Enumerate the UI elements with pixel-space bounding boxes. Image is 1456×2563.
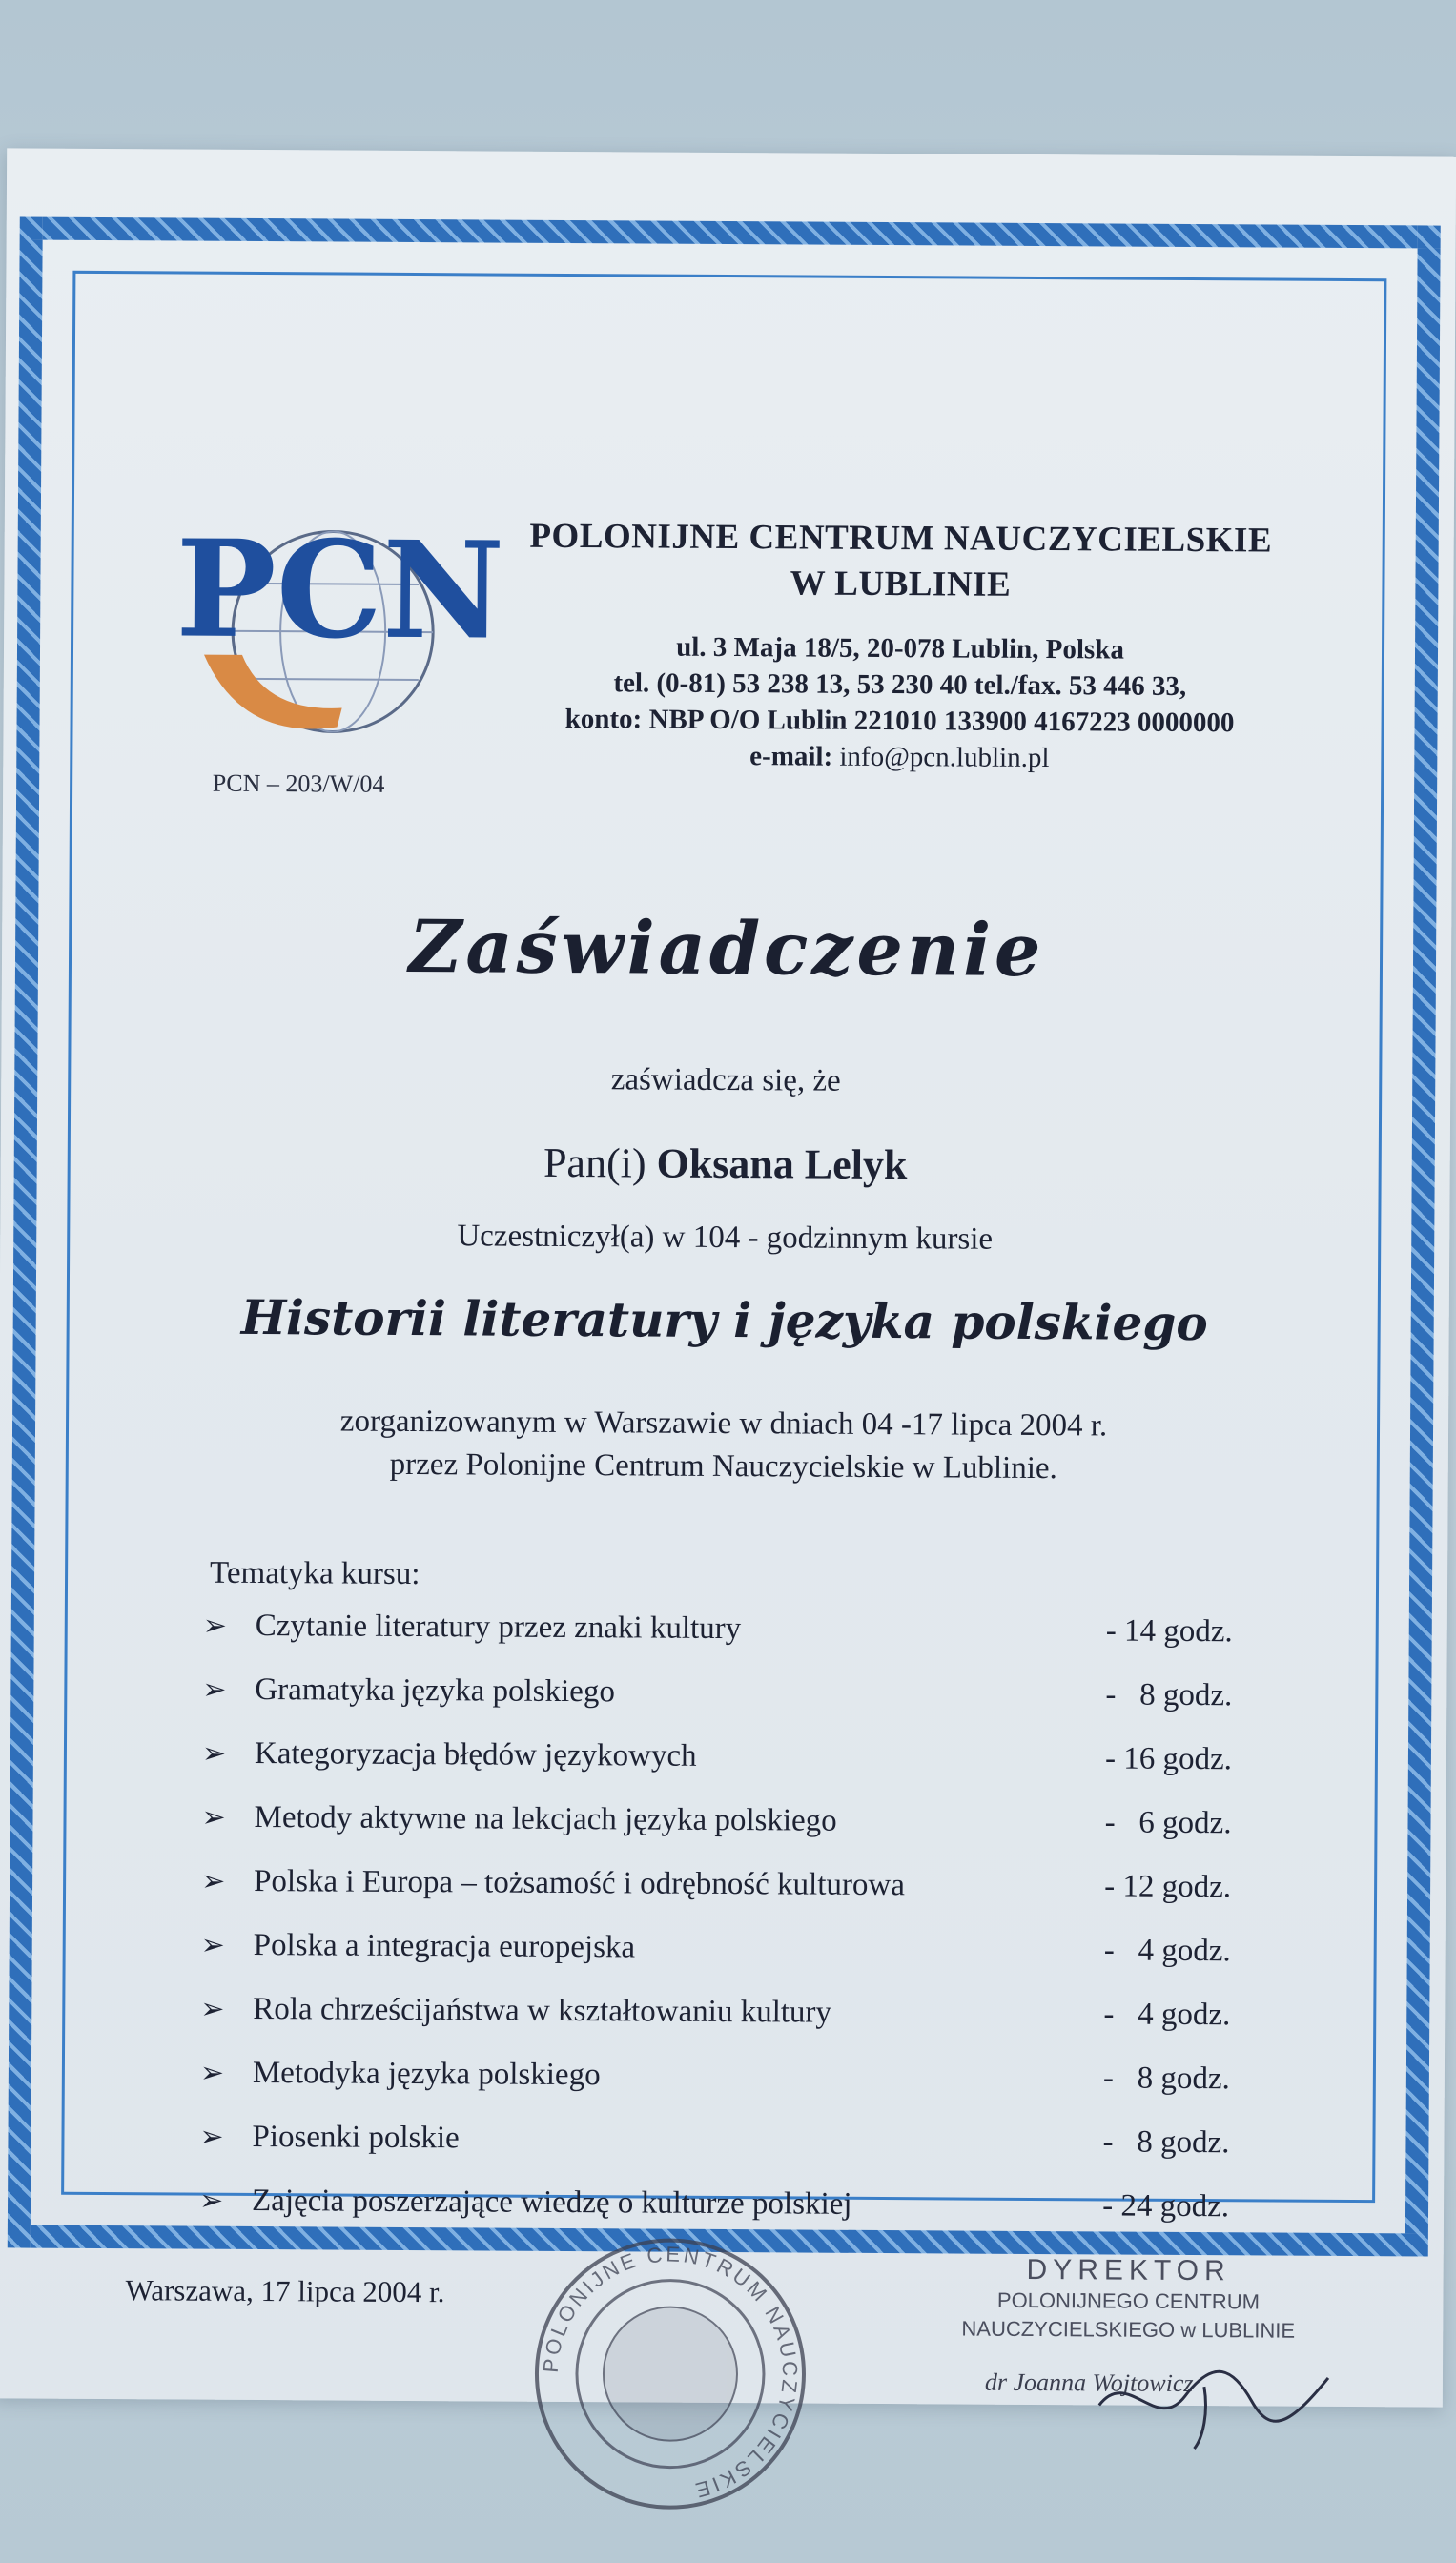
official-stamp: [526, 2230, 814, 2518]
signature: [1089, 2348, 1338, 2454]
org-name-line2: W LUBLINIE: [790, 564, 1012, 605]
recipient: [1, 1135, 1450, 1192]
arrow-bullet-icon: ➢: [200, 1993, 225, 2025]
list-item: ➢ Czytanie literatury przez znaki kultury - 14 godz.: [203, 1594, 1233, 1665]
logo-code: PCN – 203/W/04: [212, 769, 385, 798]
email: info@pcn.lublin.pl: [839, 741, 1050, 774]
organization-contact: [451, 627, 1348, 778]
email-line: [451, 736, 1347, 778]
list-item: ➢ Piosenki polskie - 8 godz.: [199, 2105, 1229, 2176]
director-line1: POLONIJNEGO CENTRUM: [996, 2287, 1261, 2314]
list-item: ➢ Zajęcia poszerzające wiedzę o kulturze polskiej - 24 godz.: [199, 2169, 1229, 2240]
certificate-title: Zaświadczenie: [408, 903, 1045, 994]
issue-date: Warszawa, 17 lipca 2004 r.: [125, 2273, 445, 2309]
name-prefix: Pan(i): [543, 1138, 646, 1187]
list-item: ➢ Polska a integracja europejska - 4 godz.: [201, 1914, 1231, 1984]
organization-name: [452, 513, 1349, 610]
organized-line2: przez Polonijne Centrum Nauczycielskie w Lublinie.: [389, 1446, 1057, 1487]
participation-text: Uczestniczył(a) w 104 - godzinnym kursie: [457, 1219, 994, 1257]
intro-text: zaświadcza się, że: [610, 1062, 841, 1098]
signer-name: dr Joanna Wojtowicz: [984, 2368, 1194, 2398]
certificate-sheet: [0, 148, 1456, 2504]
arrow-bullet-icon: ➢: [198, 2184, 224, 2217]
arrow-bullet-icon: ➢: [201, 1801, 226, 1834]
recipient-name: Oksana Lelyk: [656, 1139, 908, 1189]
list-item: ➢ Metodyka języka polskiego - 8 godz.: [200, 2041, 1230, 2112]
director-line2: NAUCZYCIELSKIEGO w LUBLINIE: [961, 2316, 1296, 2343]
arrow-bullet-icon: ➢: [199, 2121, 224, 2153]
topics-list: [199, 1594, 1233, 2240]
arrow-bullet-icon: ➢: [201, 1737, 227, 1770]
organized-line1: zorganizowanym w Warszawie w dniach 04 -17 lipca 2004 r.: [339, 1404, 1108, 1444]
bank-account: konto: NBP O/O Lublin 221010 133900 4167223 0000000: [564, 703, 1235, 739]
email-label: e-mail:: [749, 741, 833, 772]
list-item: ➢ Polska i Europa – tożsamość i odrębność kulturowa - 12 godz.: [201, 1850, 1231, 1920]
list-item: ➢ Rola chrześcijaństwa w kształtowaniu kultury - 4 godz.: [200, 1978, 1230, 2048]
arrow-bullet-icon: ➢: [201, 1865, 226, 1897]
pcn-logo: [174, 511, 505, 751]
arrow-bullet-icon: ➢: [202, 1610, 228, 1642]
director-title: DYREKTOR: [1026, 2253, 1231, 2287]
list-item: ➢ Kategoryzacja błędów językowych - 16 godz.: [202, 1722, 1232, 1793]
logo-letter-p: PCN: [174, 511, 505, 670]
org-name-line1: POLONIJNE CENTRUM NAUCZYCIELSKIE: [529, 516, 1273, 561]
director-block: [928, 2253, 1329, 2346]
list-item: ➢ Metody aktywne na lekcjach języka polskiego - 6 godz.: [201, 1786, 1231, 1856]
address: ul. 3 Maja 18/5, 20-078 Lublin, Polska: [676, 631, 1124, 666]
arrow-bullet-icon: ➢: [200, 1929, 225, 1961]
topics-heading: Tematyka kursu:: [209, 1555, 420, 1592]
list-item: ➢ Gramatyka języka polskiego - 8 godz.: [202, 1658, 1232, 1729]
arrow-bullet-icon: ➢: [202, 1673, 227, 1706]
stamp-text: POLONIJNE CENTRUM NAUCZYCIELSKIE: [538, 2242, 803, 2504]
phone: tel. (0-81) 53 238 13, 53 230 40 tel./fax. 53 446 33,: [613, 667, 1187, 702]
course-name: Historii literatury i języka polskiego: [240, 1288, 1208, 1352]
arrow-bullet-icon: ➢: [199, 2057, 225, 2089]
